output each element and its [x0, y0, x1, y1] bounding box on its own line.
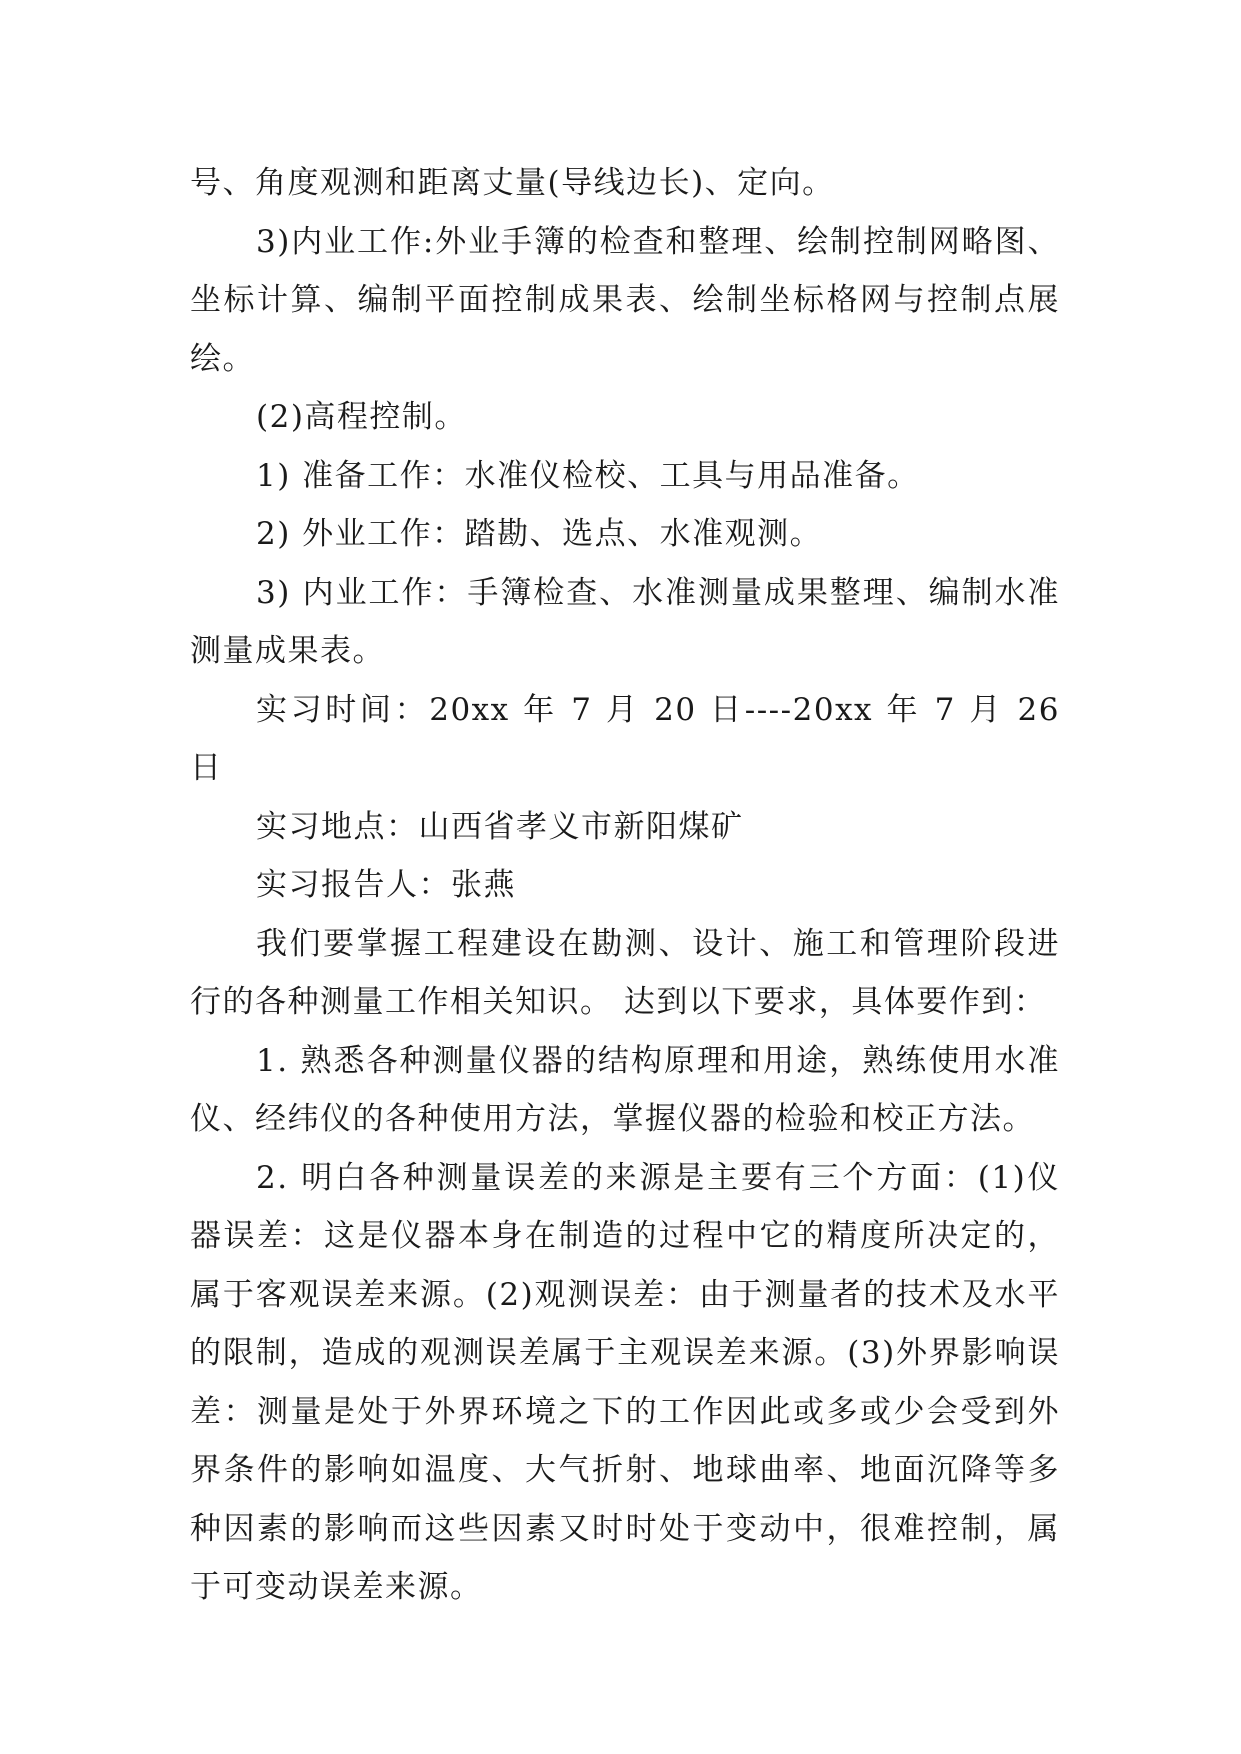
paragraph-field-work: 2) 外业工作：踏勘、选点、水准观测。: [256, 516, 823, 552]
paragraph-preparation-work: 1) 准备工作：水准仪检校、工具与用品准备。: [256, 457, 920, 494]
paragraph-office-work-leveling: 3) 内业工作：手簿检查、水准测量成果整理、编制水准测量成果表。: [190, 574, 1060, 669]
paragraph-reporter: 实习报告人：张燕: [256, 867, 516, 903]
paragraph-requirement-2: 2. 明白各种测量误差的来源是主要有三个方面：(1)仪器误差：这是仪器本身在制造的过程中它的精度所决定的，属于客观误差来源。(2)观测误差：由于测量者的技术及水平的限制，造成的观测误差属于主观误差来源。(3)外界影响误差：测量是处于外界环境之下的工作因此或多或少会受到外界条件的影响如温度、大气折射、地球曲率、地面沉降等多种因素的影响而这些因素又时时处于变动中，很难控制，属于可变动误差来源。: [190, 1159, 1060, 1605]
paragraph-requirements-intro: 我们要掌握工程建设在勘测、设计、施工和管理阶段进行的各种测量工作相关知识。 达到以下要求，具体要作到：: [190, 925, 1060, 1020]
paragraph-office-work-plane: 3)内业工作:外业手簿的检查和整理、绘制控制网略图、坐标计算、编制平面控制成果表、绘制坐标格网与控制点展绘。: [190, 223, 1060, 377]
paragraph-orientation: 号、角度观测和距离丈量(导线边长)、定向。: [190, 165, 835, 201]
paragraph-internship-location: 实习地点：山西省孝义市新阳煤矿: [256, 808, 744, 845]
paragraph-elevation-control-heading: (2)高程控制。: [256, 399, 467, 435]
paragraph-requirement-1: 1. 熟悉各种测量仪器的结构原理和用途，熟练使用水准仪、经纬仪的各种使用方法，掌握仪器的检验和校正方法。: [190, 1042, 1060, 1137]
document-body: [190, 154, 1060, 1617]
paragraph-internship-time: 实习时间：20xx 年 7 月 20 日----20xx 年 7 月 26 日: [190, 691, 1060, 786]
